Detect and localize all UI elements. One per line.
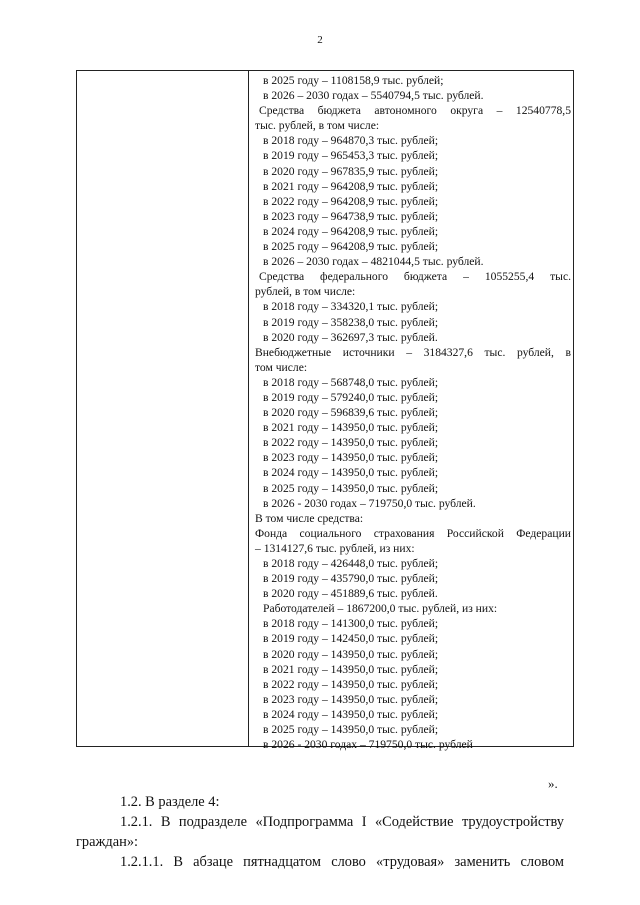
funding-line: в 2026 – 2030 годах – 5540794,5 тыс. рублей.	[263, 89, 484, 103]
funding-line: тыс. рублей, в том числе:	[255, 119, 380, 133]
funding-line: в 2026 – 2030 годах – 4821044,5 тыс. рублей.	[263, 255, 484, 269]
funding-line: в 2020 году – 596839,6 тыс. рублей;	[263, 406, 439, 420]
funding-line: в 2022 году – 964208,9 тыс. рублей;	[263, 194, 439, 208]
closing-quote: ».	[548, 776, 558, 791]
funding-line: Фонда социального страхования Российской Федерации	[255, 526, 571, 540]
funding-line: в 2026 - 2030 годах – 719750,0 тыс. рублей.	[263, 496, 476, 510]
funding-line: Средства федерального бюджета – 1055255,4 тыс.	[259, 270, 571, 284]
funding-line: в 2018 году – 141300,0 тыс. рублей;	[263, 617, 439, 631]
column-divider	[248, 71, 249, 746]
funding-line: в 2018 году – 334320,1 тыс. рублей;	[263, 300, 439, 314]
funding-line: в 2018 году – 426448,0 тыс. рублей;	[263, 557, 439, 570]
funding-line: в 2020 году – 143950,0 тыс. рублей;	[263, 647, 439, 661]
paragraph-subsection: 1.2.1. В подразделе «Подпрограмма I «Содействие трудоустройству граждан»:	[76, 814, 564, 850]
funding-line: в 2024 году – 964208,9 тыс. рублей;	[263, 224, 439, 238]
funding-line: в 2022 году – 143950,0 тыс. рублей;	[263, 436, 439, 450]
funding-line: в 2021 году – 143950,0 тыс. рублей;	[263, 421, 439, 435]
funding-line: в 2019 году – 435790,0 тыс. рублей;	[263, 572, 439, 586]
funding-line: в 2020 году – 451889,6 тыс. рублей.	[263, 587, 438, 601]
funding-line: – 1314127,6 тыс. рублей, из них:	[255, 541, 415, 555]
funding-line: в 2025 году – 143950,0 тыс. рублей;	[263, 723, 439, 737]
funding-line: в 2018 году – 964870,3 тыс. рублей;	[263, 134, 439, 148]
funding-table	[76, 70, 574, 752]
funding-line: в 2024 году – 143950,0 тыс. рублей;	[263, 466, 439, 480]
funding-line: в 2023 году – 143950,0 тыс. рублей;	[263, 692, 439, 706]
funding-line: в 2020 году – 362697,3 тыс. рублей.	[263, 330, 438, 344]
funding-line: в 2021 году – 964208,9 тыс. рублей;	[263, 179, 439, 193]
funding-line: В том числе средства:	[255, 511, 364, 525]
funding-line: в 2019 году – 142450,0 тыс. рублей;	[263, 632, 439, 646]
document-body	[76, 792, 564, 872]
funding-line: в 2022 году – 143950,0 тыс. рублей;	[263, 677, 439, 691]
funding-line: в 2024 году – 143950,0 тыс. рублей;	[263, 707, 439, 721]
funding-line: в 2025 году – 143950,0 тыс. рублей;	[263, 481, 439, 495]
page-number: 2	[317, 34, 323, 46]
funding-line: Средства бюджета автономного округа – 12540778,5	[259, 104, 571, 118]
paragraph-amendment: 1.2.1.1. В абзаце пятнадцатом слово «трудовая» заменить словом	[120, 854, 564, 870]
funding-line: в 2023 году – 143950,0 тыс. рублей;	[263, 451, 439, 465]
funding-line: в 2023 году – 964738,9 тыс. рублей;	[263, 209, 439, 223]
funding-line: в 2019 году – 358238,0 тыс. рублей;	[263, 315, 439, 329]
funding-line: в 2026 - 2030 годах – 719750,0 тыс. рублей	[263, 738, 473, 752]
funding-line: рублей, в том числе:	[255, 285, 356, 299]
funding-line: в 2019 году – 965453,3 тыс. рублей;	[263, 149, 439, 163]
funding-line: в 2019 году – 579240,0 тыс. рублей;	[263, 390, 439, 404]
funding-line: Внебюджетные источники – 3184327,6 тыс. рублей, в	[255, 345, 571, 359]
funding-line: в 2020 году – 967835,9 тыс. рублей;	[263, 164, 439, 178]
funding-line: в 2021 году – 143950,0 тыс. рублей;	[263, 662, 439, 676]
funding-line: в 2025 году – 1108158,9 тыс. рублей;	[263, 74, 444, 87]
funding-line: в 2025 году – 964208,9 тыс. рублей;	[263, 240, 439, 254]
funding-details-cell	[255, 73, 571, 752]
paragraph-section-4: 1.2. В разделе 4:	[120, 794, 220, 810]
funding-line: в 2018 году – 568748,0 тыс. рублей;	[263, 375, 439, 389]
funding-line: том числе:	[255, 360, 308, 374]
funding-line: Работодателей – 1867200,0 тыс. рублей, из них:	[263, 602, 498, 616]
